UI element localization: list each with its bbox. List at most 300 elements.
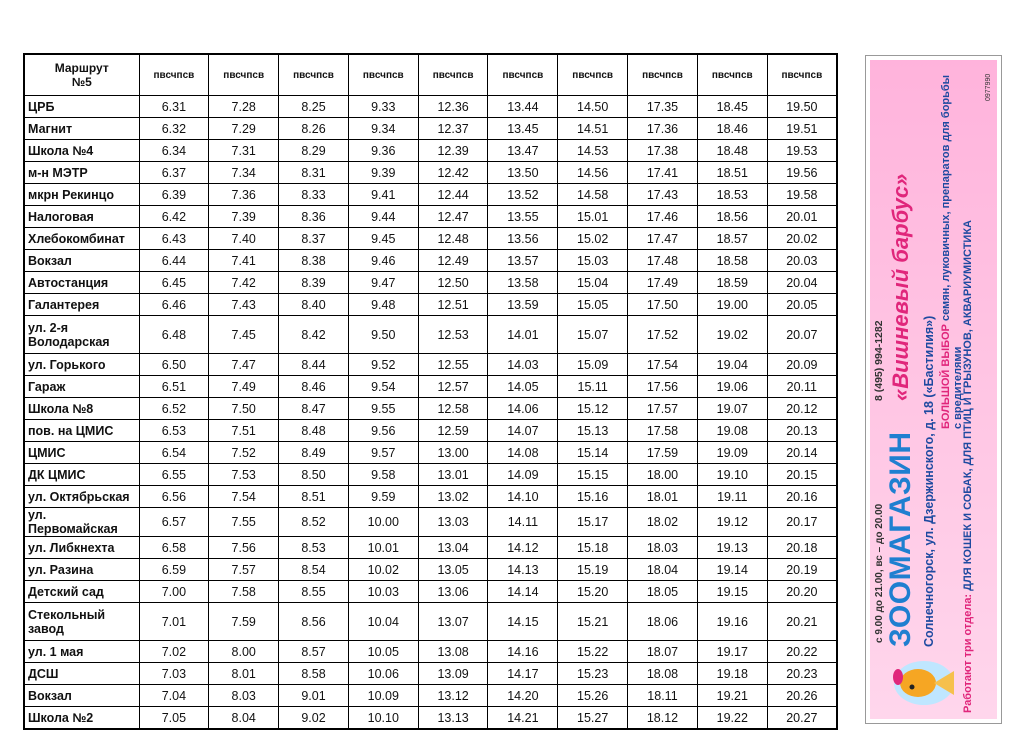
departure-time: 14.17 (488, 663, 558, 685)
ad-departments-highlight: Работают три отдела: (962, 593, 974, 713)
ad-big-choice (940, 69, 964, 429)
departure-time: 9.54 (348, 376, 418, 398)
departure-time: 20.19 (767, 559, 837, 581)
departure-time: 13.56 (488, 228, 558, 250)
departure-time: 15.27 (558, 707, 628, 730)
departure-time: 15.14 (558, 442, 628, 464)
departure-time: 13.45 (488, 118, 558, 140)
departure-time: 9.41 (348, 184, 418, 206)
departure-time: 8.48 (279, 420, 349, 442)
departure-time: 12.59 (418, 420, 488, 442)
departure-time: 14.51 (558, 118, 628, 140)
departure-time: 19.15 (697, 581, 767, 603)
departure-time: 6.45 (139, 272, 209, 294)
ad-rotated-content (866, 56, 1001, 723)
departure-time: 12.57 (418, 376, 488, 398)
departure-time: 15.15 (558, 464, 628, 486)
stop-name: ул. Горького (24, 354, 139, 376)
departure-time: 10.01 (348, 537, 418, 559)
departure-time: 7.53 (209, 464, 279, 486)
ad-departments-text: ДЛЯ КОШЕК И СОБАК, ДЛЯ ПТИЦ И ГРЫЗУНОВ, АКВАРИУМИСТИКА (962, 220, 974, 591)
departure-time: 8.47 (279, 398, 349, 420)
departure-time: 12.53 (418, 316, 488, 354)
departure-time: 14.11 (488, 508, 558, 537)
departure-time: 9.50 (348, 316, 418, 354)
departure-time: 8.26 (279, 118, 349, 140)
departure-time: 8.39 (279, 272, 349, 294)
stop-name: ДСШ (24, 663, 139, 685)
departure-time: 13.04 (418, 537, 488, 559)
departure-time: 20.14 (767, 442, 837, 464)
table-row (24, 663, 837, 685)
ad-brand-name: «Вишневый барбус» (888, 173, 913, 401)
stop-name: мкрн Рекинцо (24, 184, 139, 206)
departure-time: 6.58 (139, 537, 209, 559)
departure-time: 13.50 (488, 162, 558, 184)
departure-time: 14.05 (488, 376, 558, 398)
day-header: пвсчпсв (279, 54, 349, 96)
departure-time: 18.00 (628, 464, 698, 486)
departure-time: 7.01 (139, 603, 209, 641)
departure-time: 12.58 (418, 398, 488, 420)
departure-time: 15.16 (558, 486, 628, 508)
departure-time: 15.22 (558, 641, 628, 663)
day-header: пвсчпсв (418, 54, 488, 96)
departure-time: 6.32 (139, 118, 209, 140)
departure-time: 15.05 (558, 294, 628, 316)
departure-time: 9.55 (348, 398, 418, 420)
departure-time: 13.55 (488, 206, 558, 228)
departure-time: 15.01 (558, 206, 628, 228)
departure-time: 14.08 (488, 442, 558, 464)
departure-time: 18.59 (697, 272, 767, 294)
table-row (24, 162, 837, 184)
departure-time: 8.36 (279, 206, 349, 228)
departure-time: 12.55 (418, 354, 488, 376)
table-header-row (24, 54, 837, 96)
departure-time: 20.05 (767, 294, 837, 316)
departure-time: 13.07 (418, 603, 488, 641)
stop-name: ул. 1 мая (24, 641, 139, 663)
departure-time: 6.55 (139, 464, 209, 486)
departure-time: 10.03 (348, 581, 418, 603)
departure-time: 19.02 (697, 316, 767, 354)
departure-time: 17.59 (628, 442, 698, 464)
departure-time: 7.36 (209, 184, 279, 206)
departure-time: 6.44 (139, 250, 209, 272)
departure-time: 6.57 (139, 508, 209, 537)
departure-time: 6.34 (139, 140, 209, 162)
stop-name: Налоговая (24, 206, 139, 228)
stop-name: Детский сад (24, 581, 139, 603)
departure-time: 13.08 (418, 641, 488, 663)
departure-time: 13.47 (488, 140, 558, 162)
departure-time: 13.03 (418, 508, 488, 537)
departure-time: 7.41 (209, 250, 279, 272)
departure-time: 13.58 (488, 272, 558, 294)
departure-time: 20.21 (767, 603, 837, 641)
departure-time: 15.21 (558, 603, 628, 641)
departure-time: 7.40 (209, 228, 279, 250)
stop-name: ул. Октябрьская (24, 486, 139, 508)
departure-time: 13.52 (488, 184, 558, 206)
departure-time: 10.10 (348, 707, 418, 730)
departure-time: 7.04 (139, 685, 209, 707)
departure-time: 12.51 (418, 294, 488, 316)
departure-time: 19.00 (697, 294, 767, 316)
departure-time: 6.42 (139, 206, 209, 228)
table-row (24, 250, 837, 272)
departure-time: 19.10 (697, 464, 767, 486)
departure-time: 15.02 (558, 228, 628, 250)
departure-time: 20.11 (767, 376, 837, 398)
departure-time: 20.03 (767, 250, 837, 272)
departure-time: 9.59 (348, 486, 418, 508)
departure-time: 6.54 (139, 442, 209, 464)
table-row (24, 581, 837, 603)
table-row (24, 442, 837, 464)
departure-time: 18.46 (697, 118, 767, 140)
stop-name: Гараж (24, 376, 139, 398)
departure-time: 17.54 (628, 354, 698, 376)
departure-time: 10.02 (348, 559, 418, 581)
departure-time: 7.57 (209, 559, 279, 581)
departure-time: 20.13 (767, 420, 837, 442)
departure-time: 20.17 (767, 508, 837, 537)
departure-time: 18.57 (697, 228, 767, 250)
stop-name: Галантерея (24, 294, 139, 316)
departure-time: 10.04 (348, 603, 418, 641)
departure-time: 18.45 (697, 96, 767, 118)
departure-time: 18.11 (628, 685, 698, 707)
departure-time: 9.44 (348, 206, 418, 228)
departure-time: 15.03 (558, 250, 628, 272)
departure-time: 8.53 (279, 537, 349, 559)
departure-time: 14.13 (488, 559, 558, 581)
departure-time: 18.12 (628, 707, 698, 730)
departure-time: 14.15 (488, 603, 558, 641)
departure-time: 6.43 (139, 228, 209, 250)
departure-time: 19.14 (697, 559, 767, 581)
departure-time: 9.56 (348, 420, 418, 442)
departure-time: 18.06 (628, 603, 698, 641)
departure-time: 7.34 (209, 162, 279, 184)
departure-time: 20.01 (767, 206, 837, 228)
departure-time: 9.39 (348, 162, 418, 184)
departure-time: 20.04 (767, 272, 837, 294)
departure-time: 19.07 (697, 398, 767, 420)
departure-time: 6.52 (139, 398, 209, 420)
departure-time: 14.10 (488, 486, 558, 508)
stop-name: ул. 2-я Володарская (24, 316, 139, 354)
departure-time: 18.07 (628, 641, 698, 663)
departure-time: 8.46 (279, 376, 349, 398)
day-header: пвсчпсв (628, 54, 698, 96)
departure-time: 19.11 (697, 486, 767, 508)
departure-time: 18.02 (628, 508, 698, 537)
departure-time: 19.50 (767, 96, 837, 118)
departure-time: 9.57 (348, 442, 418, 464)
departure-time: 8.00 (209, 641, 279, 663)
departure-time: 7.02 (139, 641, 209, 663)
departure-time: 9.47 (348, 272, 418, 294)
stop-name: ул. Разина (24, 559, 139, 581)
departure-time: 20.16 (767, 486, 837, 508)
departure-time: 6.51 (139, 376, 209, 398)
departure-time: 9.52 (348, 354, 418, 376)
departure-time: 12.47 (418, 206, 488, 228)
table-row (24, 420, 837, 442)
departure-time: 7.59 (209, 603, 279, 641)
departure-time: 17.50 (628, 294, 698, 316)
departure-time: 13.01 (418, 464, 488, 486)
departure-time: 7.43 (209, 294, 279, 316)
departure-time: 14.16 (488, 641, 558, 663)
departure-time: 8.29 (279, 140, 349, 162)
departure-time: 7.56 (209, 537, 279, 559)
departure-time: 9.33 (348, 96, 418, 118)
departure-time: 7.49 (209, 376, 279, 398)
departure-time: 10.05 (348, 641, 418, 663)
departure-time: 7.55 (209, 508, 279, 537)
departure-time: 19.12 (697, 508, 767, 537)
ad-address: Солнечногорск, ул. Дзержинского, д. 18 («Бастилия») (922, 315, 936, 647)
stop-name: Школа №8 (24, 398, 139, 420)
departure-time: 13.00 (418, 442, 488, 464)
pet-store-ad (865, 55, 1002, 724)
table-row (24, 354, 837, 376)
departure-time: 15.20 (558, 581, 628, 603)
bus-schedule-table (23, 53, 838, 730)
departure-time: 12.48 (418, 228, 488, 250)
departure-time: 14.12 (488, 537, 558, 559)
table-row (24, 685, 837, 707)
departure-time: 10.00 (348, 508, 418, 537)
departure-time: 8.54 (279, 559, 349, 581)
departure-time: 17.49 (628, 272, 698, 294)
departure-time: 17.47 (628, 228, 698, 250)
ad-hours: с 9.00 до 21.00, вс – до 20.00 (874, 503, 885, 643)
departure-time: 8.56 (279, 603, 349, 641)
stop-name: м-н МЭТР (24, 162, 139, 184)
departure-time: 14.06 (488, 398, 558, 420)
departure-time: 18.04 (628, 559, 698, 581)
table-body (24, 96, 837, 730)
ad-background (870, 60, 997, 719)
departure-time: 19.51 (767, 118, 837, 140)
departure-time: 19.16 (697, 603, 767, 641)
departure-time: 17.48 (628, 250, 698, 272)
departure-time: 14.14 (488, 581, 558, 603)
departure-time: 17.36 (628, 118, 698, 140)
departure-time: 9.45 (348, 228, 418, 250)
departure-time: 7.31 (209, 140, 279, 162)
stop-name: Магнит (24, 118, 139, 140)
departure-time: 12.36 (418, 96, 488, 118)
departure-time: 14.01 (488, 316, 558, 354)
departure-time: 8.57 (279, 641, 349, 663)
departure-time: 7.03 (139, 663, 209, 685)
departure-time: 15.09 (558, 354, 628, 376)
stop-name: ЦРБ (24, 96, 139, 118)
departure-time: 7.54 (209, 486, 279, 508)
ad-big-choice-text: семян, луковичных, препаратов для борьбы с вредителями (940, 74, 964, 429)
departure-time: 8.03 (209, 685, 279, 707)
departure-time: 20.15 (767, 464, 837, 486)
route-header: Маршрут №5 (24, 54, 139, 96)
departure-time: 9.36 (348, 140, 418, 162)
departure-time: 7.29 (209, 118, 279, 140)
departure-time: 15.18 (558, 537, 628, 559)
departure-time: 20.18 (767, 537, 837, 559)
stop-name: ул. Либкнехта (24, 537, 139, 559)
departure-time: 19.04 (697, 354, 767, 376)
departure-time: 6.31 (139, 96, 209, 118)
departure-time: 13.05 (418, 559, 488, 581)
departure-time: 9.46 (348, 250, 418, 272)
departure-time: 13.44 (488, 96, 558, 118)
departure-time: 7.42 (209, 272, 279, 294)
departure-time: 7.51 (209, 420, 279, 442)
departure-time: 18.53 (697, 184, 767, 206)
departure-time: 8.01 (209, 663, 279, 685)
table-row (24, 118, 837, 140)
stop-name: ЦМИС (24, 442, 139, 464)
stop-name: Школа №2 (24, 707, 139, 730)
table-row (24, 140, 837, 162)
departure-time: 6.56 (139, 486, 209, 508)
departure-time: 15.07 (558, 316, 628, 354)
departure-time: 9.58 (348, 464, 418, 486)
departure-time: 20.23 (767, 663, 837, 685)
table-row (24, 206, 837, 228)
departure-time: 13.02 (418, 486, 488, 508)
table-row (24, 707, 837, 730)
departure-time: 13.12 (418, 685, 488, 707)
departure-time: 19.18 (697, 663, 767, 685)
stop-name: Хлебокомбинат (24, 228, 139, 250)
departure-time: 8.33 (279, 184, 349, 206)
departure-time: 7.47 (209, 354, 279, 376)
departure-time: 18.51 (697, 162, 767, 184)
departure-time: 8.40 (279, 294, 349, 316)
table-row (24, 228, 837, 250)
table-row (24, 96, 837, 118)
departure-time: 8.42 (279, 316, 349, 354)
table-row (24, 641, 837, 663)
departure-time: 8.52 (279, 508, 349, 537)
day-header: пвсчпсв (697, 54, 767, 96)
departure-time: 19.13 (697, 537, 767, 559)
departure-time: 14.53 (558, 140, 628, 162)
departure-time: 12.37 (418, 118, 488, 140)
stop-name: Автостанция (24, 272, 139, 294)
departure-time: 8.44 (279, 354, 349, 376)
departure-time: 12.50 (418, 272, 488, 294)
departure-time: 10.09 (348, 685, 418, 707)
goldfish-icon (878, 653, 962, 713)
departure-time: 6.39 (139, 184, 209, 206)
departure-time: 19.56 (767, 162, 837, 184)
departure-time: 17.41 (628, 162, 698, 184)
departure-time: 15.04 (558, 272, 628, 294)
departure-time: 7.58 (209, 581, 279, 603)
departure-time: 9.01 (279, 685, 349, 707)
ad-big-choice-highlight: БОЛЬШОЙ ВЫБОР (940, 324, 952, 429)
departure-time: 20.09 (767, 354, 837, 376)
departure-time: 8.51 (279, 486, 349, 508)
departure-time: 7.39 (209, 206, 279, 228)
departure-time: 12.44 (418, 184, 488, 206)
departure-time: 8.50 (279, 464, 349, 486)
departure-time: 15.19 (558, 559, 628, 581)
day-header: пвсчпсв (558, 54, 628, 96)
departure-time: 12.49 (418, 250, 488, 272)
table-row (24, 316, 837, 354)
departure-time: 18.08 (628, 663, 698, 685)
departure-time: 15.12 (558, 398, 628, 420)
departure-time: 6.53 (139, 420, 209, 442)
departure-time: 18.56 (697, 206, 767, 228)
departure-time: 15.17 (558, 508, 628, 537)
departure-time: 15.11 (558, 376, 628, 398)
departure-time: 19.21 (697, 685, 767, 707)
departure-time: 12.42 (418, 162, 488, 184)
departure-time: 13.59 (488, 294, 558, 316)
table-row (24, 537, 837, 559)
departure-time: 6.59 (139, 559, 209, 581)
departure-time: 7.00 (139, 581, 209, 603)
departure-time: 19.58 (767, 184, 837, 206)
departure-time: 7.28 (209, 96, 279, 118)
departure-time: 17.43 (628, 184, 698, 206)
departure-time: 7.52 (209, 442, 279, 464)
departure-time: 8.04 (209, 707, 279, 730)
departure-time: 19.08 (697, 420, 767, 442)
stop-name: ДК ЦМИС (24, 464, 139, 486)
departure-time: 20.22 (767, 641, 837, 663)
departure-time: 20.12 (767, 398, 837, 420)
departure-time: 9.48 (348, 294, 418, 316)
departure-time: 6.46 (139, 294, 209, 316)
departure-time: 20.07 (767, 316, 837, 354)
departure-time: 7.50 (209, 398, 279, 420)
ad-store-name: ЗООМАГАЗИН (884, 431, 917, 647)
departure-time: 8.25 (279, 96, 349, 118)
departure-time: 8.37 (279, 228, 349, 250)
departure-time: 8.49 (279, 442, 349, 464)
stop-name: Стекольный завод (24, 603, 139, 641)
departure-time: 17.46 (628, 206, 698, 228)
departure-time: 19.53 (767, 140, 837, 162)
departure-time: 19.06 (697, 376, 767, 398)
table-row (24, 508, 837, 537)
departure-time: 17.52 (628, 316, 698, 354)
departure-time: 9.34 (348, 118, 418, 140)
departure-time: 14.07 (488, 420, 558, 442)
departure-time: 14.20 (488, 685, 558, 707)
table-row (24, 603, 837, 641)
departure-time: 17.35 (628, 96, 698, 118)
departure-time: 19.22 (697, 707, 767, 730)
ad-phone: 8 (495) 994-1282 (873, 320, 885, 401)
departure-time: 6.48 (139, 316, 209, 354)
departure-time: 8.55 (279, 581, 349, 603)
departure-time: 13.06 (418, 581, 488, 603)
departure-time: 18.05 (628, 581, 698, 603)
departure-time: 7.05 (139, 707, 209, 730)
departure-time: 9.02 (279, 707, 349, 730)
